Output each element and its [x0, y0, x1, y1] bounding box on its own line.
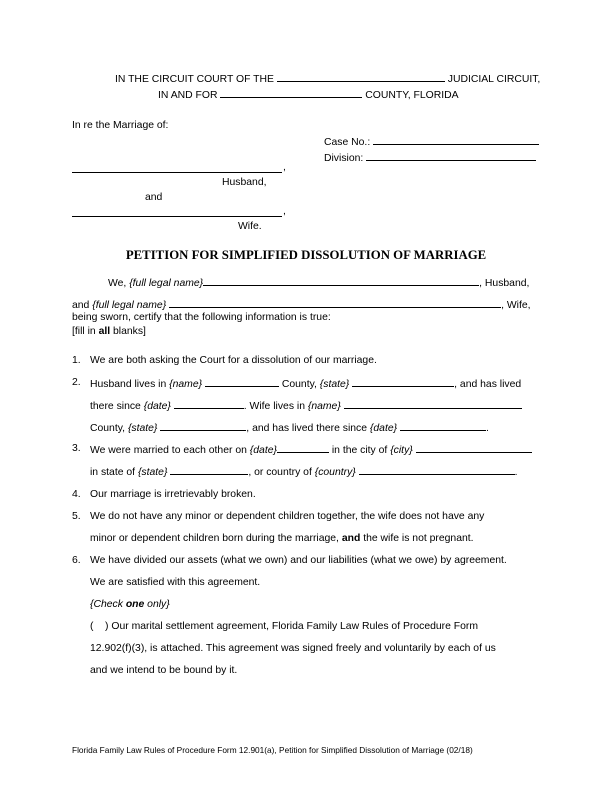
husband-full-name-field[interactable]	[203, 276, 479, 286]
check-one-instruction	[90, 599, 170, 610]
settlement-option-line-2: 12.902(f)(3), is attached. This agreement was signed freely and voluntarily by each of us	[90, 643, 496, 654]
item-text: in state of	[90, 467, 136, 478]
item-text: County,	[281, 379, 317, 390]
settlement-option-line-3: and we intend to be bound by it.	[90, 665, 238, 676]
placeholder-text: {state}	[127, 423, 158, 434]
item-text: , and has lived	[454, 379, 522, 390]
court-header-line-1	[115, 72, 540, 85]
husband-state-field[interactable]	[352, 377, 454, 387]
instruction-text: only}	[144, 599, 170, 610]
item-number: 3.	[72, 443, 81, 454]
placeholder-text: {date}	[143, 401, 171, 412]
husband-county-field[interactable]	[205, 377, 279, 387]
header-text: IN THE CIRCUIT COURT OF THE	[115, 74, 274, 85]
option-checkbox[interactable]: ( )	[90, 621, 109, 632]
wife-full-name-field[interactable]	[169, 298, 501, 308]
marriage-city-field[interactable]	[416, 443, 532, 453]
wife-label: Wife.	[238, 221, 262, 232]
division-field[interactable]	[366, 151, 536, 161]
wife-since-date-field[interactable]	[400, 421, 486, 431]
court-header-line-2	[158, 88, 459, 101]
circuit-blank[interactable]	[277, 72, 445, 82]
husband-since-date-field[interactable]	[174, 399, 244, 409]
division-label: Division:	[324, 153, 364, 164]
item-3-line-1	[90, 443, 532, 456]
county-blank[interactable]	[220, 88, 362, 98]
item-text: there since	[90, 401, 141, 412]
marriage-date-field[interactable]	[277, 443, 329, 453]
item-3-line-2	[90, 465, 518, 478]
instruction-bold: all	[98, 326, 111, 337]
wife-name-field[interactable]	[72, 216, 282, 217]
item-number: 5.	[72, 511, 81, 522]
page-footer: Florida Family Law Rules of Procedure Form 12.901(a), Petition for Simplified Dissolution of Marriage (02/18)	[72, 745, 473, 755]
placeholder-text: {state}	[137, 467, 168, 478]
header-text: JUDICIAL CIRCUIT,	[447, 74, 541, 85]
item-text: minor or dependent children born during the marriage,	[90, 533, 339, 544]
item-text: . Wife lives in	[243, 401, 305, 412]
case-number-row	[324, 135, 539, 148]
and-label: and	[145, 192, 163, 203]
item-5-line-2	[90, 533, 474, 544]
husband-name-field[interactable]	[72, 172, 282, 173]
case-no-label: Case No.:	[324, 137, 371, 148]
item-2-line-3	[90, 421, 489, 434]
comma: ,	[283, 162, 286, 173]
header-text: COUNTY, FLORIDA	[365, 90, 459, 101]
item-text: .	[514, 467, 518, 478]
wife-state-field[interactable]	[160, 421, 246, 431]
item-4-text: Our marriage is irretrievably broken.	[90, 489, 256, 500]
fill-instruction	[72, 326, 146, 337]
in-re-label: In re the Marriage of:	[72, 120, 169, 131]
item-text: in the city of	[331, 445, 388, 456]
placeholder-text: {name}	[169, 379, 203, 390]
item-number: 4.	[72, 489, 81, 500]
placeholder-text: {state}	[319, 379, 350, 390]
header-text: IN AND FOR	[158, 90, 218, 101]
document-title: PETITION FOR SIMPLIFIED DISSOLUTION OF MARRIAGE	[125, 248, 487, 262]
case-number-field[interactable]	[373, 135, 539, 145]
wife-county-field[interactable]	[344, 399, 522, 409]
sworn-statement: being sworn, certify that the following information is true:	[72, 312, 331, 323]
marriage-state-field[interactable]	[170, 465, 248, 475]
item-2-line-1	[90, 377, 521, 390]
item-text: , or country of	[248, 467, 312, 478]
husband-label: Husband,	[222, 177, 267, 188]
item-2-line-2	[90, 399, 522, 412]
item-text: Husband lives in	[90, 379, 167, 390]
placeholder-text: {date}	[369, 423, 398, 434]
division-row	[324, 151, 536, 164]
intro-text: , Wife,	[501, 300, 531, 311]
placeholder-text: {city}	[390, 445, 413, 456]
intro-line-1	[108, 276, 529, 289]
item-6-line-2: We are satisfied with this agreement.	[90, 577, 261, 588]
item-text: the wife is not pregnant.	[363, 533, 474, 544]
marriage-country-field[interactable]	[359, 465, 515, 475]
option-text: Our marital settlement agreement, Florida Family Law Rules of Procedure Form	[111, 621, 479, 632]
placeholder-text: {full legal name}	[129, 278, 204, 289]
item-bold: and	[341, 533, 361, 544]
instruction-text: {Check	[90, 599, 126, 610]
placeholder-text: {full legal name}	[92, 300, 167, 311]
item-number: 6.	[72, 555, 81, 566]
item-text: .	[485, 423, 489, 434]
placeholder-text: {country}	[314, 467, 356, 478]
item-number: 2.	[72, 377, 81, 388]
placeholder-text: {date}	[249, 445, 277, 456]
item-5-line-1: We do not have any minor or dependent children together, the wife does not have any	[90, 511, 485, 522]
item-1-text: We are both asking the Court for a dissolution of our marriage.	[90, 355, 377, 366]
intro-text: We,	[108, 278, 127, 289]
item-6-line-1: We have divided our assets (what we own) and our liabilities (what we owe) by agreement.	[90, 555, 507, 566]
comma: ,	[283, 206, 286, 217]
instruction-text: blanks]	[110, 326, 146, 337]
intro-line-2	[72, 298, 531, 311]
intro-text: , Husband,	[479, 278, 530, 289]
intro-text: and	[72, 300, 90, 311]
item-number: 1.	[72, 355, 81, 366]
instruction-text: [fill in	[72, 326, 99, 337]
instruction-bold: one	[125, 599, 145, 610]
item-text: County,	[90, 423, 126, 434]
settlement-option-line-1	[90, 621, 478, 632]
item-text: , and has lived there since	[246, 423, 368, 434]
item-text: We were married to each other on	[90, 445, 247, 456]
placeholder-text: {name}	[307, 401, 341, 412]
